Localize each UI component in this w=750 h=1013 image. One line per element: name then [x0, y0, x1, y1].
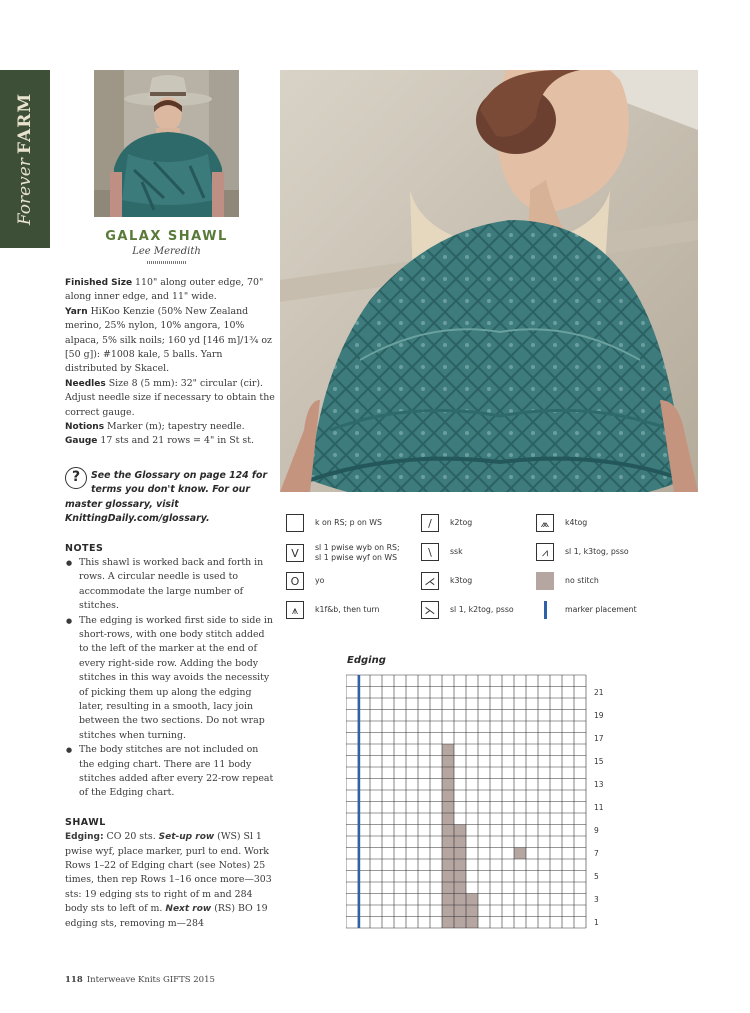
no-stitch-cell [442, 779, 454, 791]
chart-title: Edging [347, 655, 386, 666]
spec-finished-size: Finished Size 110" along outer edge, 70" along inner edge, and 11" wide. [65, 277, 264, 303]
no-stitch-cell [454, 825, 466, 837]
no-stitch-cell [442, 917, 454, 929]
barcode-decoration [147, 261, 187, 264]
stitch-key [286, 512, 706, 624]
no-stitch-cell [442, 859, 454, 871]
sk2p-symbol-icon: ⋋ [421, 601, 439, 619]
no-stitch-cell [454, 871, 466, 883]
glossary-note-text: See the Glossary on page 124 for terms you don't know. For our master glossary, visit KnittingDaily.com/glossary. [65, 469, 268, 525]
key-item: V sl 1 pwise wyb on RS; sl 1 pwise wyf on WS [286, 543, 400, 563]
key-item: ⩘ sl 1, k3tog, psso [536, 543, 629, 561]
chart-row-label: 13 [594, 780, 604, 790]
sk3p-symbol-icon: ⩘ [536, 543, 554, 561]
shawl-photo-large [280, 70, 698, 492]
no-stitch-cell [442, 744, 454, 756]
key-item: ⩕ k4tog [536, 514, 587, 532]
slip-symbol-icon: V [286, 544, 304, 562]
no-stitch-cell [514, 848, 526, 860]
no-stitch-cell [442, 813, 454, 825]
no-stitch-cell [442, 894, 454, 906]
no-stitch-cell [466, 905, 478, 917]
chart-row-label: 1 [594, 918, 599, 928]
no-stitch-cell [442, 767, 454, 779]
chart-row-label: 17 [594, 734, 604, 744]
k3tog-symbol-icon: ⋌ [421, 572, 439, 590]
no-stitch-cell [454, 848, 466, 860]
no-stitch-cell [466, 894, 478, 906]
no-stitch-cell [442, 882, 454, 894]
note-item: ● The edging is worked first side to side in short-rows, with one body stitch added to the left of the marker at the end of every right-side row. Adding the body stitches in this way avoids the necessity of picking them up along the edging later, resulting in a smooth, lacy join between the two sections. Do not wrap stitches when turning. [79, 614, 275, 744]
k4tog-symbol-icon: ⩕ [536, 514, 554, 532]
no-stitch-cell [454, 882, 466, 894]
key-item: ⩚ k1f&b, then turn [286, 601, 379, 619]
chart-row-label: 15 [594, 757, 604, 767]
no-stitch-cell [442, 871, 454, 883]
no-stitch-cell [466, 917, 478, 929]
no-stitch-cell [442, 836, 454, 848]
edging-chart-grid [346, 673, 621, 938]
chart-row-label: 19 [594, 711, 604, 721]
chart-row-label: 7 [594, 849, 599, 859]
key-item: \ ssk [421, 543, 463, 561]
glossary-note [65, 469, 275, 527]
key-item: ⋌ k3tog [421, 572, 472, 590]
no-stitch-cell [442, 825, 454, 837]
note-item: ● This shawl is worked back and forth in rows. A circular needle is used to accommodate the large number of stitches. [79, 556, 275, 614]
section-tab-title: FARM [15, 92, 35, 155]
key-item: O yo [286, 572, 324, 590]
spec-yarn: Yarn HiKoo Kenzie (50% New Zealand merino, 25% nylon, 10% angora, 10% alpaca, 5% silk noils; 160 yd [146 m]/1¾ oz [50 g]): #1008 kale, 5 balls. Yarn distributed by Skacel. [65, 305, 272, 375]
notes-heading: NOTES [65, 542, 104, 554]
yarnover-symbol-icon: O [286, 572, 304, 590]
section-tab-script: Forever [15, 158, 35, 226]
page-number: 118 [65, 975, 83, 985]
increase-turn-symbol-icon: ⩚ [286, 601, 304, 619]
publication-name: Interweave Knits GIFTS 2015 [86, 975, 215, 985]
key-item: no stitch [536, 572, 599, 590]
shawl-photo-small [94, 70, 239, 217]
pattern-text-column [65, 276, 275, 931]
no-stitch-cell [442, 848, 454, 860]
no-stitch-cell [454, 894, 466, 906]
chart-row-label: 3 [594, 895, 599, 905]
key-item: k on RS; p on WS [286, 514, 382, 532]
spec-gauge: Gauge 17 sts and 21 rows = 4" in St st. [65, 435, 254, 447]
spec-notions: Notions Marker (m); tapestry needle. [65, 421, 245, 433]
key-item: / k2tog [421, 514, 472, 532]
notes-list [65, 556, 275, 801]
k2tog-symbol-icon: / [421, 514, 439, 532]
key-item: ⋋ sl 1, k2tog, psso [421, 601, 514, 619]
edging-chart [346, 673, 621, 942]
chart-row-label: 11 [594, 803, 604, 813]
chart-row-label: 21 [594, 688, 604, 698]
no-stitch-cell [454, 917, 466, 929]
chart-row-label: 9 [594, 826, 599, 836]
no-stitch-cell [442, 905, 454, 917]
no-stitch-swatch [536, 572, 554, 590]
pattern-title: GALAX SHAWL [105, 229, 228, 244]
no-stitch-cell [454, 859, 466, 871]
shawl-heading: SHAWL [65, 816, 106, 828]
spec-needles: Needles Size 8 (5 mm): 32" circular (cir). Adjust needle size if necessary to obtain the correct gauge. [65, 377, 275, 418]
knit-symbol-icon [286, 514, 304, 532]
no-stitch-cell [454, 905, 466, 917]
shawl-instructions: Edging: CO 20 sts. Set-up row (WS) Sl 1 pwise wyf, place marker, purl to end. Work Rows 1–22 of Edging chart (see Notes) 25 times, then rep Rows 1–16 once more—303 sts: 19 edging sts to right of m and 284 body sts to left of m. Next row (RS) BO 19 edging sts, removing m—284 [65, 831, 272, 929]
no-stitch-cell [442, 790, 454, 802]
no-stitch-cell [442, 802, 454, 814]
no-stitch-cell [454, 836, 466, 848]
marker-swatch [536, 601, 554, 619]
ssk-symbol-icon: \ [421, 543, 439, 561]
note-item: ● The body stitches are not included on the edging chart. There are 11 body stitches added after every 22-row repeat of the Edging chart. [79, 743, 275, 801]
no-stitch-cell [442, 756, 454, 768]
key-item: marker placement [536, 601, 637, 619]
question-icon: ? [65, 467, 87, 489]
section-tab [0, 70, 50, 248]
chart-row-label: 5 [594, 872, 599, 882]
designer-name: Lee Meredith [132, 246, 201, 257]
page-footer [65, 975, 215, 985]
